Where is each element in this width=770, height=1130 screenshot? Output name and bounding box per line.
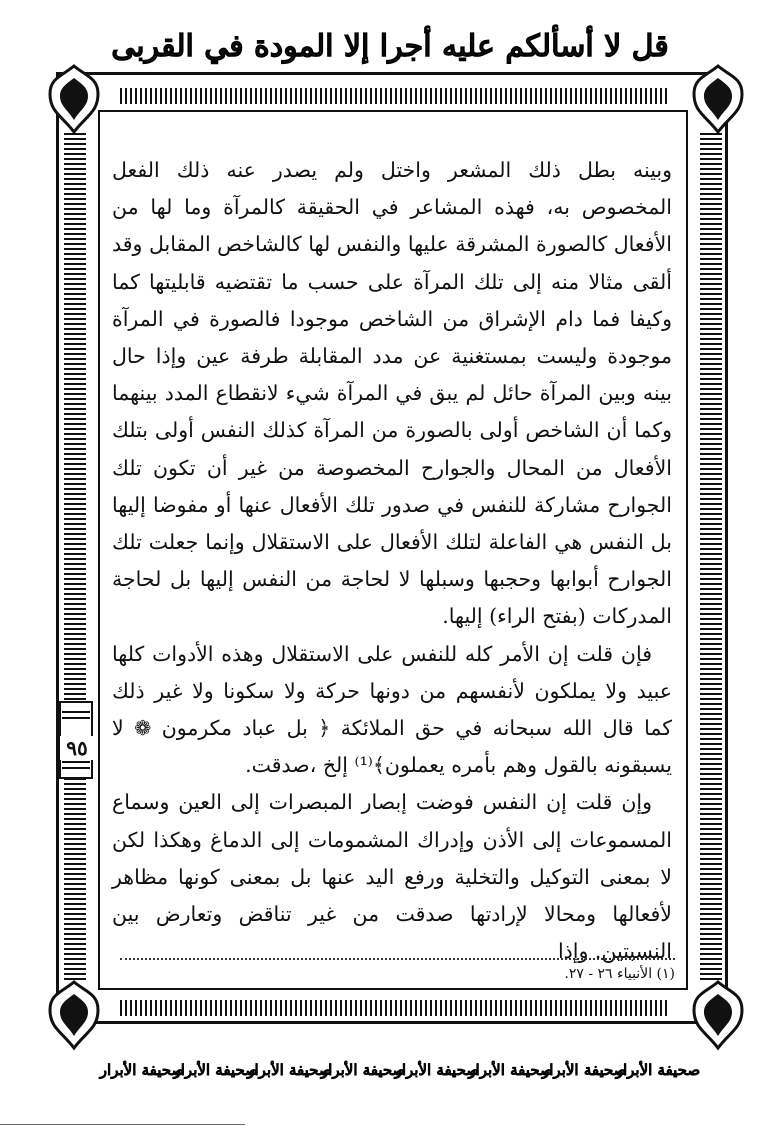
calligraphy-tile: صحيفة الأبرار xyxy=(615,1061,701,1079)
paragraph: فإن قلت إن الأمر كله للنفس على الاستقلال وهذه الأدوات كلها عبيد ولا يملكون لأنفسهم من دونها حركة ولا سكونا ولا غير ذلك كما قال الله سبحانه في حق الملائكة ﴿ بل عباد مكرمون ❁ لا يسبقونه بالقول وهم بأمره يعملون﴾⁽¹⁾ إلخ ،صدقت. xyxy=(112,641,672,778)
frame-rail-top xyxy=(120,88,670,104)
scan-edge-line xyxy=(0,1124,245,1125)
frame-rail-left xyxy=(64,130,86,980)
frame-corner-ornament-icon xyxy=(46,980,102,1050)
frame-corner-ornament-icon xyxy=(46,64,102,134)
calligraphy-tile: صحيفة الأبرار xyxy=(468,1061,553,1079)
frame-rail-bottom xyxy=(120,1000,670,1016)
paragraph: وبينه بطل ذلك المشعر واختل ولم يصدر عنه ذلك الفعل المخصوص به، فهذه المشاعر في الحقيقة كالمرآة وما لها من الأفعال كالصورة المشرقة عليها والنفس لها كالشاخص المقابل وقد ألقى مثالا منه إلى تلك المرآة على حسب ما تقتضيه قابليتها كما وكيفا فما دام الإشراق من الشاخص موجودا فالصورة في المرآة موجودة وليست بمستغنية عن مدد المقابلة طرفة عين وإذا حال بينه وبين المرآة حائل لم يبق في المرآة شيء لانقطاع المدد بينهما وكما أن الشاخص أولى بالصورة من المرآة كذلك النفس أولى بتلك الأفعال من المحال والجوارح المخصوصة من غير أن تكون تلك الجوارح مشاركة للنفس في صدور تلك الأفعال عنها أو مفوضا إليها بل النفس هي الفاعلة لتلك الأفعال على الاستقلال وإنما جعلت تلك الجوارح أبوابها وحجبها وسبلها لا لحاجة من النفس إليها بل لحاجة المدركات (بفتح الراء) إليها. xyxy=(112,158,672,629)
footnote: (١) الأنبياء ٢٦ - ٢٧. xyxy=(564,966,675,982)
header-title: قل لا أسألكم عليه أجرا إلا المودة في القربى xyxy=(111,28,669,64)
frame-corner-ornament-icon xyxy=(690,980,746,1050)
calligraphy-tile: صحيفة الأبرار xyxy=(247,1061,332,1079)
footnote-divider xyxy=(120,958,675,960)
frame-rail-right xyxy=(700,130,722,980)
page-body xyxy=(112,152,672,964)
paragraph: وإن قلت إن النفس فوضت إبصار المبصرات إلى العين وسماع المسموعات إلى الأذن وإدراك المشمومات إلى الدماغ وهكذا لكن لا بمعنى التوكيل والتخلية ورفع اليد عنها بل بمعنى كونها مظاهر لأفعالها ومحالا لإرادتها صدقت من غير تناقض وتعارض بين النسبتين. وإذا xyxy=(112,790,672,964)
calligraphy-tile: صحيفة الأبرار xyxy=(173,1061,258,1079)
bottom-calligraphy-band xyxy=(99,1040,701,1100)
frame-corner-ornament-icon xyxy=(690,64,746,134)
header-calligraphy xyxy=(111,18,669,74)
calligraphy-tile: صحيفة الأبرار xyxy=(542,1061,627,1079)
calligraphy-tile: صحيفة الأبرار xyxy=(99,1061,185,1079)
calligraphy-tile: صحيفة الأبرار xyxy=(320,1061,406,1079)
calligraphy-tile: صحيفة الأبرار xyxy=(394,1061,479,1079)
page-number: ٩٥ xyxy=(60,736,94,760)
